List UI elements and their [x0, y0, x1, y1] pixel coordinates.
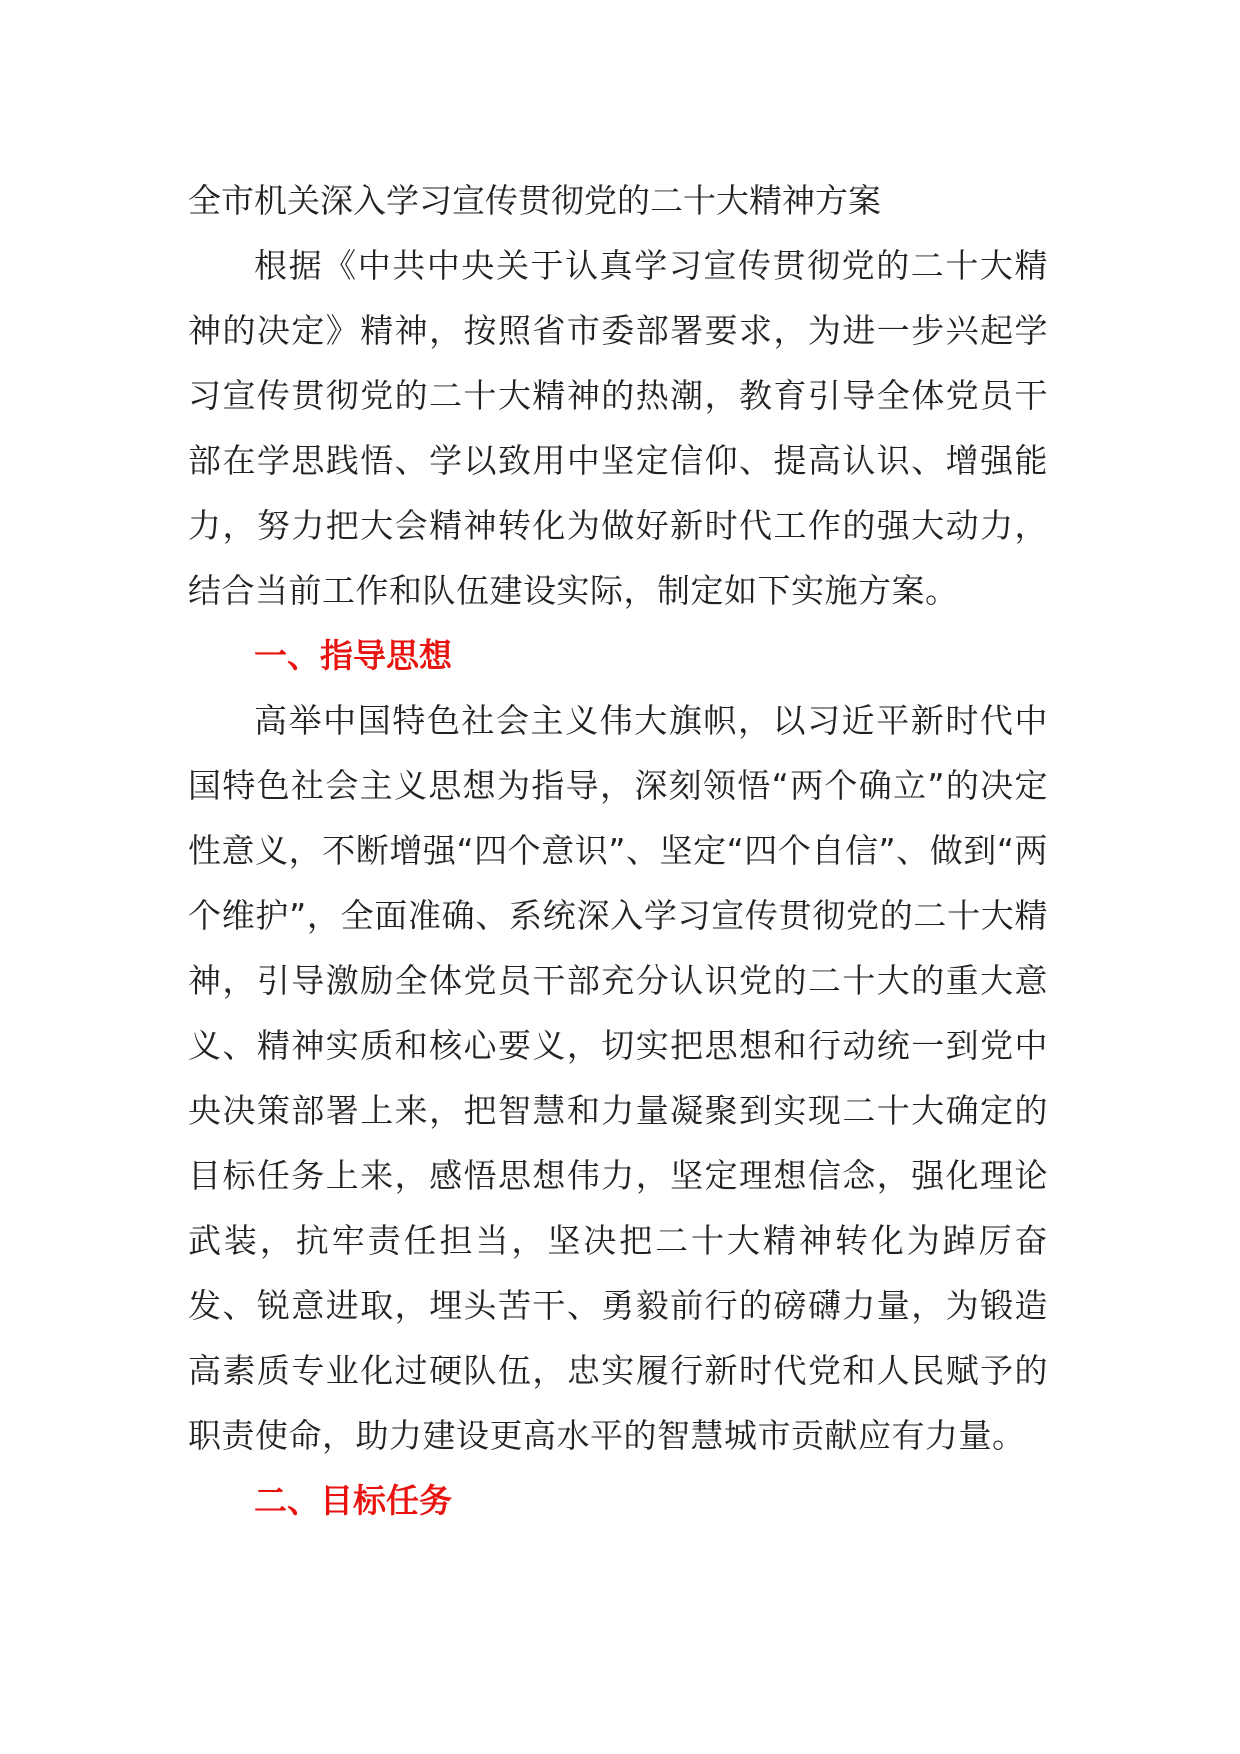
- section-heading-guiding-ideology: 一、指导思想: [254, 636, 452, 675]
- section-body-guiding-ideology: 高举中国特色社会主义伟大旗帜，以习近平新时代中国特色社会主义思想为指导，深刻领悟“两个确立”的决定性意义，不断增强“四个意识”、坚定“四个自信”、做到“两个维护”，全面准确、系统深入学习宣传贯彻党的二十大精神，引导激励全体党员干部充分认识党的二十大的重大意义、精神实质和核心要义，切实把思想和行动统一到党中央决策部署上来，把智慧和力量凝聚到实现二十大确定的目标任务上来，感悟思想伟力，坚定理想信念，强化理论武装，抗牢责任担当，坚决把二十大精神转化为踔厉奋发、锐意进取，埋头苦干、勇毅前行的磅礴力量，为锻造高素质专业化过硬队伍，忠实履行新时代党和人民赋予的职责使命，助力建设更高水平的智慧城市贡献应有力量。: [188, 701, 1048, 1455]
- intro-paragraph: 根据《中共中央关于认真学习宣传贯彻党的二十大精神的决定》精神，按照省市委部署要求，为进一步兴起学习宣传贯彻党的二十大精神的热潮，教育引导全体党员干部在学思践悟、学以致用中坚定信仰、提高认识、增强能力，努力把大会精神转化为做好新时代工作的强大动力，结合当前工作和队伍建设实际，制定如下实施方案。: [188, 246, 1048, 610]
- section-heading-goals-tasks: 二、目标任务: [254, 1481, 452, 1520]
- document-content: [188, 168, 1048, 1533]
- document-title: 全市机关深入学习宣传贯彻党的二十大精神方案: [188, 181, 881, 220]
